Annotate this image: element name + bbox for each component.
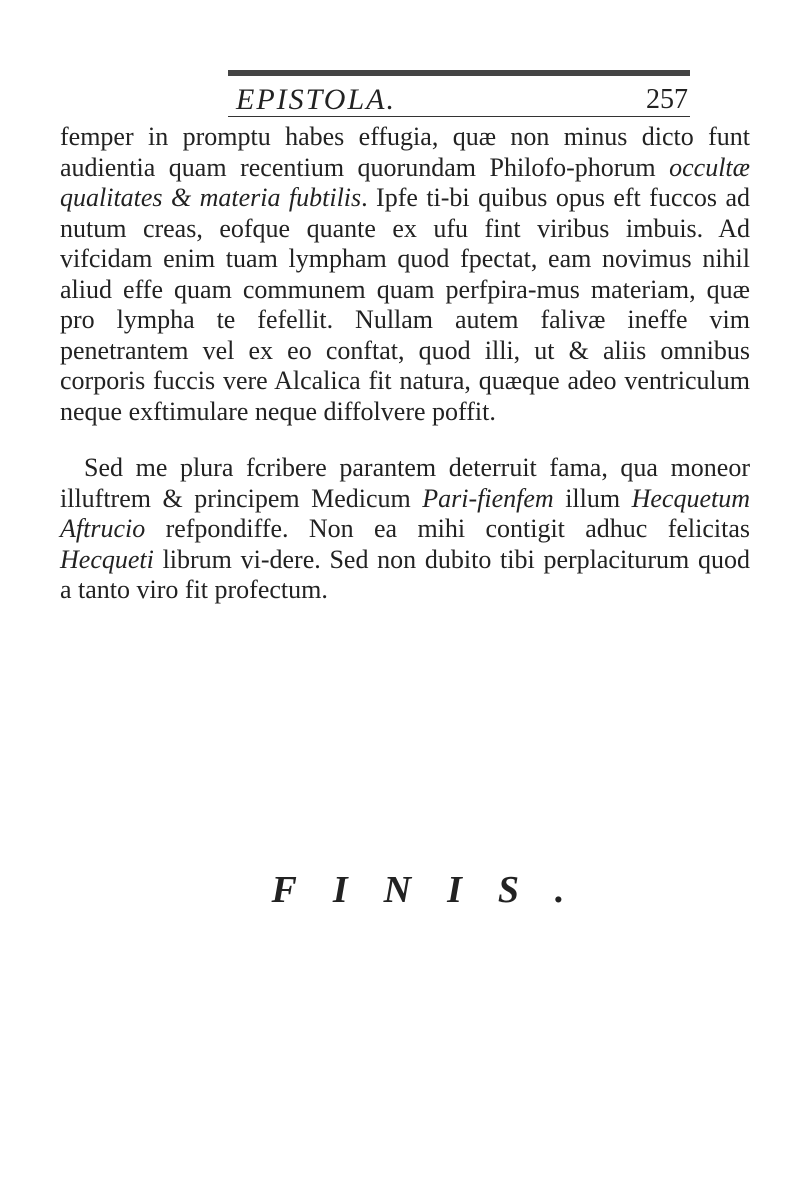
paragraph-2-text-2: illum [553, 483, 632, 513]
page-header [228, 76, 690, 117]
paragraph-2-text-4: librum vi-dere. Sed non dubito tibi perplaciturum quod a tanto viro fit profectum. [60, 544, 750, 604]
paragraph-2 [60, 453, 750, 606]
body-text [60, 122, 750, 606]
finis-heading: FINIS. [271, 869, 601, 911]
running-head: EPISTOLA. [236, 83, 396, 116]
paragraph-1-text-2: . Ipfe ti-bi quibus opus eft fuccos ad nutum creas, eofque quante ex ufu fint viribus imbuis. Ad vifcidam enim tuam lympham quod fpectat, eam novimus nihil aliud effe quam communem quam perfpira-mus materiam, quæ pro lympha te fefellit. Nullam autem falivæ ineffe vim penetrantem vel ex eo conftat, quod illi, ut & aliis omnibus corporis fuccis vere Alcalica fit natura, quæque adeo ventriculum neque exftimulare neque diffolvere poffit. [60, 183, 750, 426]
paragraph-2-text-3: refpondiffe. Non ea mihi contigit adhuc felicitas [145, 514, 750, 543]
paragraph-1-italic-1: occultæ qualitates & materia fubtilis [60, 152, 750, 212]
paragraph-1 [60, 122, 750, 427]
paragraph-1-text-1: femper in promptu habes effugia, quæ non minus dicto funt audientia quam recentium quorundam Philofo-phorum [60, 122, 750, 182]
paragraph-2-text-1: Sed me plura fcribere parantem deterruit fama, qua moneor illuftrem & principem Medicum [60, 453, 750, 513]
paragraph-2-italic-3: Hecqueti [60, 544, 154, 574]
page-number: 257 [646, 84, 688, 115]
paragraph-2-italic-1: Pari-fienfem [422, 483, 554, 513]
paragraph-2-italic-2: Hecquetum Aftrucio [60, 483, 750, 543]
